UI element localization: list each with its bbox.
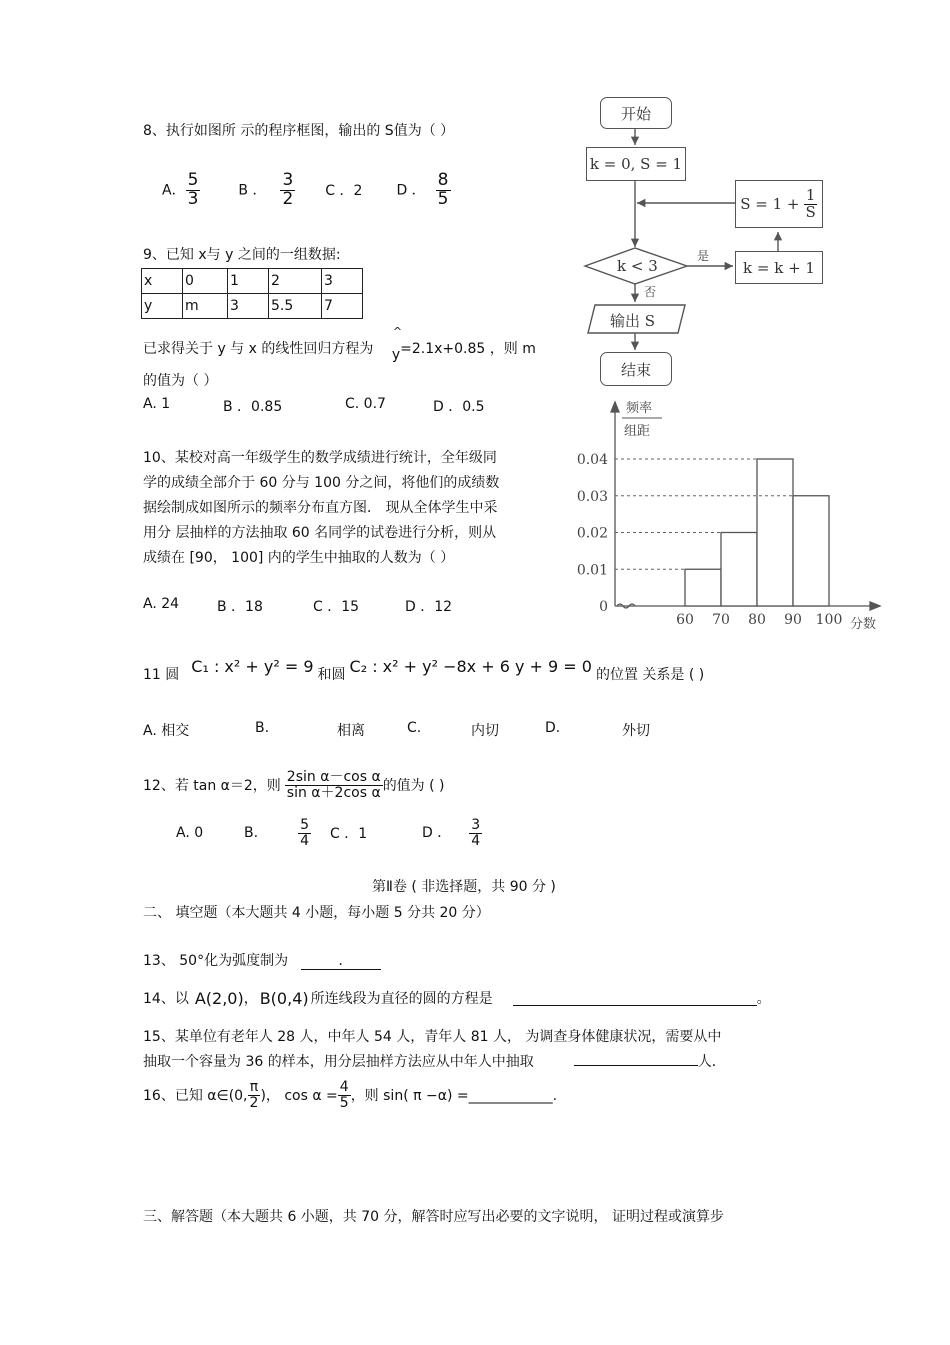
q10-options: A. 24 B ．18 C ．15 D ．12 xyxy=(143,596,453,615)
flow-update-s: S = 1 + $\frac{1}{S}$ xyxy=(735,180,823,228)
flow-update-k: k = k + 1 xyxy=(735,251,823,284)
flow-no-label: 否 xyxy=(644,285,657,299)
flow-yes-label: 是 xyxy=(697,249,710,263)
q9-options: A. 1 B ．0.85 C. 0.7 D ．0.5 xyxy=(143,396,485,415)
q16: 16、已知 α∈(0, $\frac{\pi}{2}$ )， cos α = $\frac{4}{5}$ ，则 sin( π −α) =____________. xyxy=(143,1079,558,1111)
x-tick-label: 60 xyxy=(676,612,694,628)
flow-init: k = 0, S = 1 xyxy=(586,147,686,181)
histogram-bar xyxy=(685,569,721,606)
q12-options: A. 0 B. $\frac{5}{4}$ C ．1 D ． $\frac{3}{4}$ xyxy=(176,817,481,849)
part2-subtitle: 二、 填空题（本大题共 4 小题，每小题 5 分共 20 分） xyxy=(143,905,490,921)
q15: 15、某单位有老年人 28 人，中年人 54 人，青年人 81 人， 为调查身体健康状况，需要从中 抽取一个容量为 36 的样本，用分层抽样方法应从中年人中抽取 人． xyxy=(143,1029,726,1070)
q8-option-a: A． $\frac{5}{3}$ xyxy=(162,170,199,209)
y-tick-label: 0.02 xyxy=(576,525,608,542)
q13-answer-blank[interactable]: . xyxy=(301,953,381,970)
histogram-bar xyxy=(757,459,793,606)
part2-title: 第Ⅱ卷 ( 非选择题，共 90 分 ) xyxy=(372,879,556,895)
q9-stem: 9、已知 x与 y 之间的一组数据: xyxy=(143,247,341,263)
q9-line2: 的值为（ ） xyxy=(143,373,218,389)
x-axis-label: 分数 xyxy=(850,617,877,632)
part3-heading: 三、解答题（本大题共 6 小题，共 70 分，解答时应写出必要的文字说明， 证明过程或演算步 xyxy=(143,1209,724,1225)
flow-condition: k < 3 xyxy=(617,257,658,275)
x-tick-label: 70 xyxy=(712,612,730,628)
x-tick-label: 90 xyxy=(784,612,802,628)
y-tick-label: 0.03 xyxy=(576,488,608,505)
frequency-histogram xyxy=(560,398,900,638)
flow-end: 结束 xyxy=(600,352,672,386)
x-tick-label: 100 xyxy=(815,612,843,628)
y-tick-label: 0.04 xyxy=(576,452,608,468)
q10-stem: 10、某校对高一年级学生的数学成绩进行统计，全年级同 学的成绩全部介于 60 分与 100 分之间，将他们的成绩数 据绘制成如图所示的频率分布直方图． 现从全体学生中采 用分 层抽样的方法抽取 60 名同学的试卷进行分析，则从 成绩在 [90， 100] 内的学生中抽取的人数为（ ） xyxy=(143,450,500,566)
histogram-bar xyxy=(721,533,757,607)
q14-answer-blank[interactable] xyxy=(513,991,757,1006)
histogram-bar xyxy=(793,496,829,606)
q9-regression-line: 已求得关于 y 与 x 的线性回归方程为 ^ y=2.1x+0.85 ，则 m xyxy=(143,325,536,363)
q11-stem: 11 圆 C₁ : x² + y² = 9 和圆 C₂ : x² + y² −8x + 6 y + 9 = 0 的位置 关系是 ( ) xyxy=(143,656,705,683)
q8-option-d: D ． $\frac{8}{5}$ xyxy=(396,170,449,209)
q8-option-c: C ．2 xyxy=(325,183,363,200)
q15-answer-blank[interactable] xyxy=(574,1051,698,1066)
q14: 14、以 A(2,0) ， B(0,4) 所连线段为直径的圆的方程是 。 xyxy=(143,988,771,1008)
q8-option-b: B ． $\frac{3}{2}$ xyxy=(238,170,294,209)
y-axis-label-bottom: 组距 xyxy=(624,424,651,439)
q13: 13、 50°化为弧度制为 . xyxy=(143,950,381,970)
table-row: y m 3 5.5 7 xyxy=(142,294,363,319)
table-row: x 0 1 2 3 xyxy=(142,269,363,294)
flow-start: 开始 xyxy=(600,97,672,129)
y-tick-label: 0 xyxy=(599,599,608,615)
flow-output: 输出 S xyxy=(610,312,656,330)
x-tick-label: 80 xyxy=(748,612,766,628)
q12-option-d: D ． $\frac{3}{4}$ xyxy=(422,817,481,849)
q12-option-b: B. $\frac{5}{4}$ xyxy=(244,817,309,849)
q8-stem: 8、执行如图所 示的程序框图，输出的 S值为（ ） xyxy=(143,123,455,139)
y-axis-label-top: 频率 xyxy=(626,401,653,416)
y-tick-label: 0.01 xyxy=(576,562,608,579)
q12-stem: 12、若 tan α＝2，则 $\frac{\text{2sin α－cos α}}{\text{sin α＋2cos α}}$ 的值为 ( ) xyxy=(143,769,445,801)
